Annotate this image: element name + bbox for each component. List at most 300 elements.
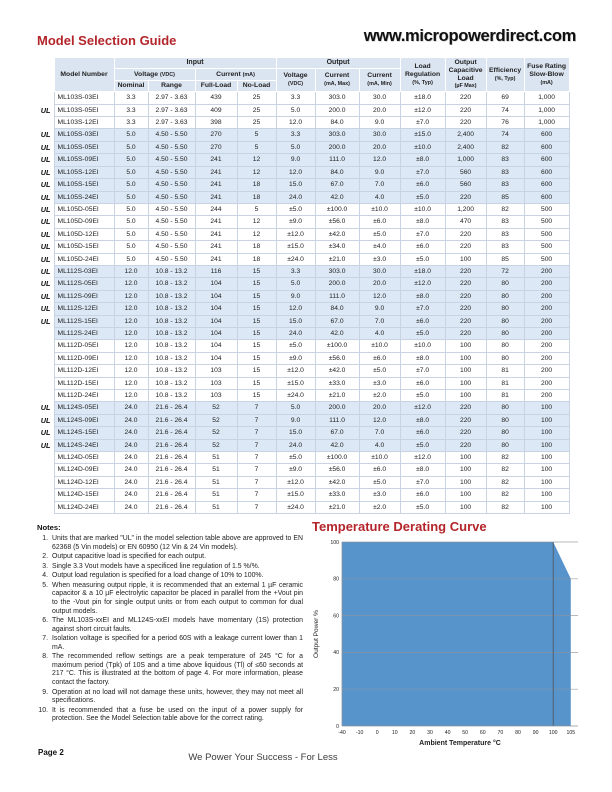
table-cell: 15.0 — [276, 315, 315, 327]
table-cell: 24.0 — [114, 489, 148, 501]
table-cell: 4.50 - 5.50 — [148, 191, 195, 203]
table-cell: ±5.0 — [276, 203, 315, 215]
note-number: 3. — [42, 562, 48, 570]
table-cell: 104 — [195, 340, 237, 352]
table-cell: 51 — [195, 489, 237, 501]
table-cell: 18 — [237, 179, 276, 191]
table-cell: 12.0 — [114, 327, 148, 339]
table-cell: 5.0 — [276, 278, 315, 290]
table-cell: 600 — [524, 154, 569, 166]
table-row — [37, 191, 569, 203]
model-number-cell: ML103S-05EI — [54, 104, 114, 116]
table-cell: 9.0 — [276, 290, 315, 302]
note-item — [37, 582, 303, 616]
website-link[interactable]: www.micropowerdirect.com — [363, 27, 576, 45]
table-cell: 220 — [445, 191, 486, 203]
table-cell: ±5.0 — [400, 327, 445, 339]
notes-heading: Notes: — [37, 523, 61, 532]
table-cell: 7.0 — [359, 315, 400, 327]
page-number: Page 2 — [38, 748, 64, 757]
note-item — [37, 653, 303, 687]
table-cell: 220 — [445, 315, 486, 327]
ul-mark: UL — [37, 228, 54, 240]
table-cell: 12.0 — [359, 290, 400, 302]
table-cell: ±2.0 — [359, 390, 400, 402]
table-row — [37, 265, 569, 277]
table-cell: 24.0 — [276, 439, 315, 451]
col-output-current-max — [315, 69, 359, 92]
model-number-cell: ML124S-09EI — [54, 414, 114, 426]
table-cell: 21.6 - 26.4 — [148, 501, 195, 513]
table-cell: 3.3 — [276, 265, 315, 277]
model-number-cell: ML105D-12EI — [54, 228, 114, 240]
table-cell: 52 — [195, 439, 237, 451]
input-voltage-unit: (VDC) — [159, 71, 175, 78]
ul-mark: UL — [37, 253, 54, 265]
table-cell: 52 — [195, 427, 237, 439]
table-header — [37, 58, 569, 92]
table-cell: ±6.0 — [400, 377, 445, 389]
col-load-regulation-label: Load Regulation — [405, 62, 441, 78]
col-load-regulation-unit: (%, Typ) — [412, 79, 433, 86]
table-cell: 111.0 — [315, 290, 359, 302]
table-cell: 104 — [195, 290, 237, 302]
table-cell: 560 — [445, 166, 486, 178]
x-tick-label: 30 — [427, 730, 433, 736]
table-cell: 104 — [195, 327, 237, 339]
table-cell: 81 — [486, 365, 524, 377]
model-number-cell: ML105S-05EI — [54, 141, 114, 153]
note-number: 10. — [38, 706, 48, 714]
col-fuse-rating — [524, 58, 569, 92]
table-cell: ±8.0 — [400, 352, 445, 364]
table-cell: ±42.0 — [315, 476, 359, 488]
table-cell: 5.0 — [276, 141, 315, 153]
col-load-regulation — [400, 58, 445, 92]
table-cell: ±7.0 — [400, 117, 445, 129]
note-number: 6. — [42, 617, 48, 625]
table-cell: 600 — [524, 166, 569, 178]
table-cell: 24.0 — [114, 476, 148, 488]
table-cell: 100 — [445, 464, 486, 476]
ul-mark — [37, 117, 54, 129]
ul-mark: UL — [37, 241, 54, 253]
table-cell: 100 — [524, 489, 569, 501]
table-cell: 2.97 - 3.63 — [148, 104, 195, 116]
table-cell: 15 — [237, 352, 276, 364]
note-text: Isolation voltage is specified for a period 60S with a leakage current lower than 1 mA. — [52, 635, 303, 651]
ul-mark — [37, 327, 54, 339]
table-cell: 83 — [486, 216, 524, 228]
table-cell: 82 — [486, 141, 524, 153]
ul-mark: UL — [37, 278, 54, 290]
table-cell: 5.0 — [114, 228, 148, 240]
table-cell: 200 — [524, 377, 569, 389]
table-cell: 241 — [195, 166, 237, 178]
x-tick-label: 100 — [548, 730, 558, 736]
table-cell: 220 — [445, 290, 486, 302]
table-cell: 200 — [524, 303, 569, 315]
table-cell: ±12.0 — [400, 104, 445, 116]
table-cell: ±56.0 — [315, 216, 359, 228]
table-cell: ±12.0 — [276, 365, 315, 377]
table-cell: 5.0 — [114, 241, 148, 253]
table-cell: 303.0 — [315, 129, 359, 141]
table-cell: 200.0 — [315, 104, 359, 116]
table-cell: 84.0 — [315, 166, 359, 178]
table-cell: 15 — [237, 315, 276, 327]
table-body — [37, 92, 569, 514]
table-cell: 470 — [445, 216, 486, 228]
table-cell: 1,000 — [524, 117, 569, 129]
table-cell: 5 — [237, 129, 276, 141]
table-cell: 500 — [524, 253, 569, 265]
model-number-cell: ML112S-05EI — [54, 278, 114, 290]
table-cell: 51 — [195, 476, 237, 488]
table-cell: 4.50 - 5.50 — [148, 141, 195, 153]
input-voltage-label: Voltage — [134, 70, 159, 78]
table-cell: 15 — [237, 278, 276, 290]
col-nominal: Nominal — [114, 81, 148, 92]
x-tick-label: 60 — [479, 730, 486, 736]
table-cell: ±5.0 — [400, 501, 445, 513]
model-number-cell: ML124S-24EI — [54, 439, 114, 451]
table-cell: 12.0 — [114, 315, 148, 327]
table-cell: 3.3 — [114, 92, 148, 104]
table-cell: 80 — [486, 278, 524, 290]
table-cell: 241 — [195, 241, 237, 253]
table-cell: 7.0 — [359, 179, 400, 191]
x-axis-title: Ambient Temperature °C — [419, 740, 501, 747]
table-row — [37, 253, 569, 265]
ul-mark: UL — [37, 402, 54, 414]
table-cell: 4.0 — [359, 439, 400, 451]
table-cell: 560 — [445, 179, 486, 191]
table-cell: 100 — [524, 439, 569, 451]
table-row — [37, 241, 569, 253]
table-cell: 18 — [237, 253, 276, 265]
table-cell: 103 — [195, 377, 237, 389]
table-cell: ±5.0 — [400, 439, 445, 451]
table-cell: 220 — [445, 303, 486, 315]
x-tick-label: 70 — [497, 730, 504, 736]
table-cell: ±6.0 — [359, 352, 400, 364]
note-number: 2. — [42, 553, 48, 561]
table-cell: ±5.0 — [359, 365, 400, 377]
table-cell: ±15.0 — [276, 489, 315, 501]
col-efficiency-label: Efficiency — [489, 66, 522, 74]
table-cell: 42.0 — [315, 439, 359, 451]
table-cell: 2,400 — [445, 129, 486, 141]
table-row — [37, 104, 569, 116]
note-item — [37, 689, 303, 706]
table-cell: 83 — [486, 179, 524, 191]
table-row — [37, 129, 569, 141]
table-cell: 9.0 — [276, 154, 315, 166]
table-cell: 24.0 — [114, 464, 148, 476]
table-cell: 500 — [524, 203, 569, 215]
table-cell: ±12.0 — [276, 228, 315, 240]
col-full-load: Full-Load — [195, 81, 237, 92]
table-cell: 12.0 — [114, 290, 148, 302]
table-cell: 303.0 — [315, 265, 359, 277]
table-row — [37, 489, 569, 501]
table-cell: 100 — [445, 253, 486, 265]
ul-mark: UL — [37, 141, 54, 153]
table-cell: 1,000 — [445, 154, 486, 166]
table-cell: 2.97 - 3.63 — [148, 92, 195, 104]
table-cell: 15 — [237, 327, 276, 339]
table-cell: 4.50 - 5.50 — [148, 129, 195, 141]
table-cell: 82 — [486, 203, 524, 215]
table-cell: 7.0 — [359, 427, 400, 439]
table-cell: 111.0 — [315, 414, 359, 426]
table-row — [37, 414, 569, 426]
y-tick-label: 0 — [336, 723, 339, 730]
table-cell: 80 — [486, 402, 524, 414]
table-cell: 100 — [524, 427, 569, 439]
table-row — [37, 476, 569, 488]
model-number-cell: ML124S-05EI — [54, 402, 114, 414]
table-cell: 80 — [486, 327, 524, 339]
table-cell: 220 — [445, 104, 486, 116]
model-number-cell: ML112D-24EI — [54, 390, 114, 402]
table-cell: 500 — [524, 228, 569, 240]
table-cell: 15 — [237, 290, 276, 302]
table-cell: ±3.0 — [359, 489, 400, 501]
table-row — [37, 154, 569, 166]
table-cell: 600 — [524, 129, 569, 141]
table-cell: 9.0 — [359, 117, 400, 129]
input-current-label: Current — [216, 70, 241, 78]
note-text: Single 3.3 Vout models have a specificed line regulation of 1.5 %/%. — [52, 562, 260, 570]
table-cell: 85 — [486, 253, 524, 265]
table-cell: ±34.0 — [315, 241, 359, 253]
table-cell: ±5.0 — [276, 340, 315, 352]
table-cell: 1,200 — [445, 203, 486, 215]
table-cell: 80 — [486, 290, 524, 302]
table-cell: 5 — [237, 203, 276, 215]
table-cell: 51 — [195, 464, 237, 476]
x-tick-label: 105 — [566, 730, 576, 736]
col-output-capacitive-load — [445, 58, 486, 92]
table-cell: 200 — [524, 315, 569, 327]
table-cell: 81 — [486, 377, 524, 389]
note-item — [37, 707, 303, 724]
table-cell: 24.0 — [114, 414, 148, 426]
table-cell: 83 — [486, 154, 524, 166]
table-cell: 200 — [524, 265, 569, 277]
table-cell: 74 — [486, 104, 524, 116]
model-number-cell: ML105D-05EI — [54, 203, 114, 215]
table-cell: 500 — [524, 241, 569, 253]
table-cell: 67.0 — [315, 315, 359, 327]
table-cell: 12.0 — [114, 303, 148, 315]
table-cell: 52 — [195, 402, 237, 414]
table-cell: 200 — [524, 390, 569, 402]
table-cell: 241 — [195, 228, 237, 240]
table-cell: ±33.0 — [315, 377, 359, 389]
note-text: Operation at no load will not damage these units, however, they may not meet all specifications. — [52, 688, 303, 705]
table-cell: ±10.0 — [400, 340, 445, 352]
table-cell: ±6.0 — [400, 241, 445, 253]
ul-mark: UL — [37, 191, 54, 203]
table-cell: 82 — [486, 489, 524, 501]
table-cell: 18 — [237, 191, 276, 203]
table-cell: 100 — [445, 340, 486, 352]
ul-mark: UL — [37, 315, 54, 327]
table-cell: 220 — [445, 278, 486, 290]
table-cell: 12.0 — [276, 117, 315, 129]
table-row — [37, 377, 569, 389]
model-number-cell: ML105D-15EI — [54, 241, 114, 253]
ul-mark: UL — [37, 166, 54, 178]
table-cell: 80 — [486, 315, 524, 327]
ul-mark — [37, 464, 54, 476]
note-text: Output capacitive load is specified for each output. — [52, 553, 206, 561]
table-cell: 15 — [237, 265, 276, 277]
table-cell: 21.6 - 26.4 — [148, 464, 195, 476]
input-current-unit: (mA) — [242, 71, 255, 78]
table-cell: 5.0 — [114, 179, 148, 191]
table-cell: ±3.0 — [359, 253, 400, 265]
table-cell: 42.0 — [315, 327, 359, 339]
table-row — [37, 365, 569, 377]
table-cell: 3.3 — [276, 92, 315, 104]
model-number-cell: ML105S-09EI — [54, 154, 114, 166]
note-number: 5. — [42, 581, 48, 589]
table-cell: 409 — [195, 104, 237, 116]
y-tick-label: 100 — [330, 539, 339, 546]
model-number-cell: ML105S-12EI — [54, 166, 114, 178]
derating-chart-svg — [308, 536, 604, 750]
table-cell: ±21.0 — [315, 390, 359, 402]
table-cell: 25 — [237, 117, 276, 129]
table-cell: 80 — [486, 427, 524, 439]
table-cell: 12.0 — [359, 154, 400, 166]
table-cell: 220 — [445, 414, 486, 426]
table-cell: 100 — [445, 390, 486, 402]
table-cell: 100 — [524, 476, 569, 488]
table-cell: 30.0 — [359, 129, 400, 141]
table-cell: 200 — [524, 365, 569, 377]
model-number-cell: ML105D-09EI — [54, 216, 114, 228]
model-number-cell: ML124D-15EI — [54, 489, 114, 501]
table-row — [37, 352, 569, 364]
model-number-cell: ML112S-03EI — [54, 265, 114, 277]
output-current-max-label: Current — [324, 72, 350, 80]
table-cell: ±10.0 — [359, 340, 400, 352]
table-cell: 100 — [445, 452, 486, 464]
table-cell: 7 — [237, 452, 276, 464]
table-cell: ±10.0 — [400, 141, 445, 153]
table-cell: 83 — [486, 241, 524, 253]
ul-mark — [37, 377, 54, 389]
table-cell: 4.50 - 5.50 — [148, 179, 195, 191]
table-cell: 5.0 — [114, 141, 148, 153]
model-number-cell: ML105S-03EI — [54, 129, 114, 141]
table-cell: ±21.0 — [315, 253, 359, 265]
table-cell: 270 — [195, 141, 237, 153]
table-cell: 12 — [237, 154, 276, 166]
table-cell: 200 — [524, 340, 569, 352]
ul-mark — [37, 352, 54, 364]
table-cell: ±7.0 — [400, 303, 445, 315]
table-cell: 80 — [486, 352, 524, 364]
x-tick-label: -10 — [355, 730, 364, 736]
table-cell: 5.0 — [114, 166, 148, 178]
table-cell: ±56.0 — [315, 464, 359, 476]
col-cap-load-label: Output Capacitive Load — [448, 59, 483, 82]
note-item — [37, 572, 303, 581]
table-cell: 80 — [486, 340, 524, 352]
table-cell: ±56.0 — [315, 352, 359, 364]
table-row — [37, 327, 569, 339]
table-cell: ±5.0 — [400, 390, 445, 402]
table-cell: ±15.0 — [276, 377, 315, 389]
table-row — [37, 117, 569, 129]
table-cell: ±2.0 — [359, 501, 400, 513]
table-cell: 30.0 — [359, 92, 400, 104]
table-cell: 20.0 — [359, 141, 400, 153]
note-item — [37, 535, 303, 552]
table-cell: 18 — [237, 241, 276, 253]
table-cell: 21.6 - 26.4 — [148, 489, 195, 501]
model-number-cell: ML105S-15EI — [54, 179, 114, 191]
col-output-current-min — [359, 69, 400, 92]
y-tick-label: 40 — [333, 650, 339, 657]
col-group-input-voltage — [114, 69, 195, 81]
table-cell: ±18.0 — [400, 265, 445, 277]
table-cell: 10.8 - 13.2 — [148, 327, 195, 339]
table-cell: 303.0 — [315, 92, 359, 104]
output-current-min-unit: (mA, Min) — [367, 81, 392, 88]
table-cell: 30.0 — [359, 265, 400, 277]
table-cell: 241 — [195, 216, 237, 228]
table-cell: 1,000 — [524, 104, 569, 116]
ul-mark: UL — [37, 216, 54, 228]
col-output-voltage — [276, 69, 315, 92]
table-cell: ±7.0 — [400, 365, 445, 377]
x-tick-label: 10 — [391, 730, 398, 736]
table-row — [37, 179, 569, 191]
table-cell: 200 — [524, 278, 569, 290]
ul-mark — [37, 476, 54, 488]
table-cell: 15 — [237, 303, 276, 315]
table-cell: ±6.0 — [400, 489, 445, 501]
table-cell: 200 — [524, 352, 569, 364]
table-cell: ±100.0 — [315, 340, 359, 352]
table-cell: 21.6 - 26.4 — [148, 476, 195, 488]
table-cell: ±7.0 — [400, 228, 445, 240]
table-row — [37, 92, 569, 104]
col-cap-load-unit: (µF Max) — [454, 83, 477, 90]
table-cell: 24.0 — [114, 439, 148, 451]
table-cell: ±100.0 — [315, 203, 359, 215]
table-row — [37, 303, 569, 315]
table-cell: 12.0 — [276, 166, 315, 178]
table-cell: 12.0 — [114, 390, 148, 402]
table-cell: 4.50 - 5.50 — [148, 228, 195, 240]
derating-curve-area — [342, 542, 571, 726]
table-cell: 100 — [445, 365, 486, 377]
table-cell: 220 — [445, 228, 486, 240]
table-cell: 51 — [195, 452, 237, 464]
x-tick-label: 0 — [375, 730, 379, 736]
table-cell: 69 — [486, 92, 524, 104]
model-number-cell: ML112D-05EI — [54, 340, 114, 352]
ul-mark — [37, 390, 54, 402]
